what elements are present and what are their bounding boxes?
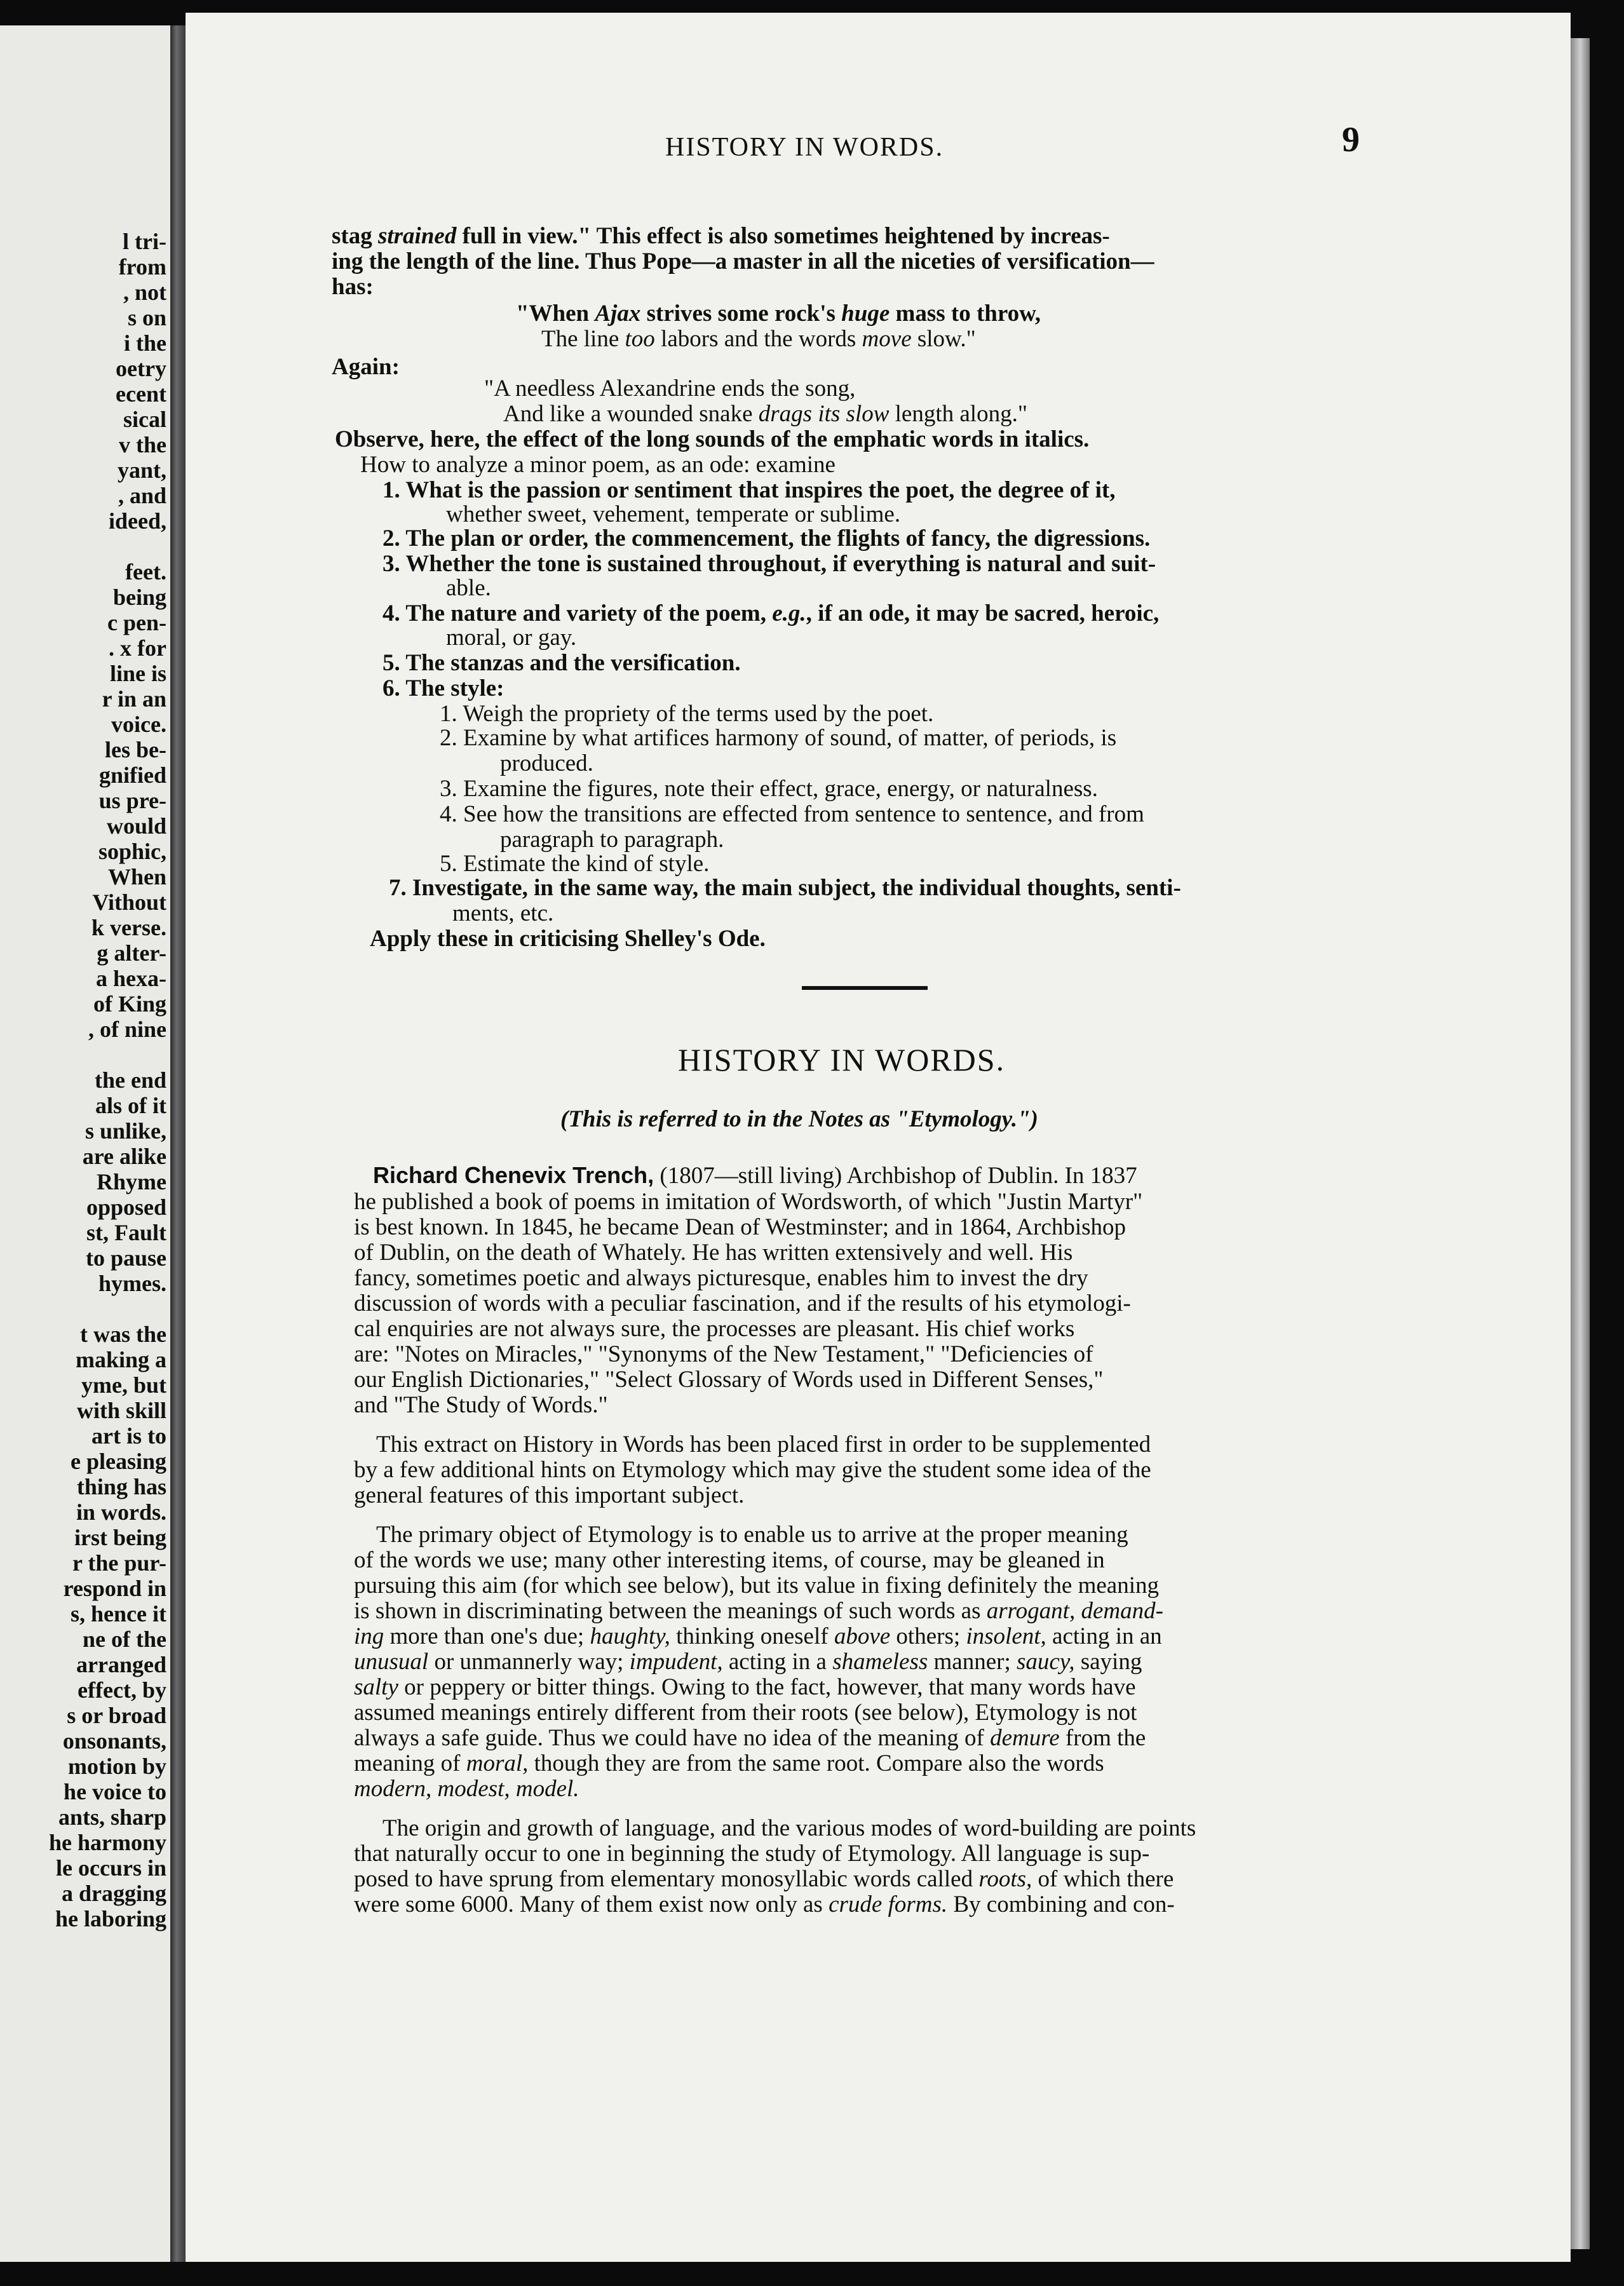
previous-page-line: art is to: [91, 1423, 166, 1449]
text-line: pursuing this aim (for which see below), but its value in fixing definitely the meaning: [354, 1572, 1159, 1599]
page-number: 9: [1342, 120, 1360, 159]
previous-page-line: s or broad: [67, 1703, 166, 1728]
previous-page-line: r the pur-: [72, 1550, 166, 1576]
previous-page-line: , not: [123, 280, 166, 305]
previous-page-line: he voice to: [64, 1779, 166, 1804]
previous-page-line: the end: [94, 1067, 166, 1093]
text-line: fancy, sometimes poetic and always picturesque, enables him to invest the dry: [354, 1265, 1088, 1291]
previous-page-line: s on: [127, 305, 166, 330]
text-line: posed to have sprung from elementary monosyllabic words called roots, of which there: [354, 1866, 1174, 1892]
text-line: This extract on History in Words has been placed first in order to be supplemented: [376, 1431, 1151, 1457]
text-line: Apply these in criticising Shelley's Ode.: [370, 926, 766, 952]
text-line: and "The Study of Words.": [354, 1392, 608, 1418]
text-line: that naturally occur to one in beginning the study of Etymology. All language is sup-: [354, 1841, 1150, 1867]
previous-page-line: voice.: [111, 712, 166, 737]
list-item: whether sweet, vehement, temperate or sublime.: [446, 501, 901, 527]
section-divider: [802, 986, 928, 990]
previous-page-line: les be-: [105, 737, 166, 762]
list-item: moral, or gay.: [446, 625, 577, 651]
text-line: Observe, here, the effect of the long sounds of the emphatic words in italics.: [335, 426, 1090, 452]
quote-line: "A needless Alexandrine ends the song,: [484, 375, 856, 402]
running-title: HISTORY IN WORDS.: [665, 133, 944, 162]
previous-page-line: of King: [93, 991, 166, 1017]
previous-page-line: feet.: [125, 559, 166, 585]
previous-page-line: When: [107, 864, 166, 889]
previous-page-line: being: [112, 585, 166, 610]
previous-page-line: from: [118, 254, 166, 280]
list-item: 1. Weigh the propriety of the terms used by the poet.: [440, 701, 934, 727]
previous-page-line: would: [106, 813, 166, 839]
text-line: assumed meanings entirely different from their roots (see below), Etymology is not: [354, 1700, 1137, 1726]
previous-page-line: irst being: [74, 1525, 166, 1550]
text-line: ing more than one's due; haughty, thinking oneself above others; insolent, acting in an: [354, 1623, 1162, 1649]
list-item: paragraph to paragraph.: [500, 827, 724, 853]
text-line: Richard Chenevix Trench, (1807—still living) Archbishop of Dublin. In 1837: [373, 1162, 1137, 1189]
previous-page-line: yant,: [117, 457, 166, 483]
previous-page-line: s, hence it: [71, 1601, 166, 1627]
previous-page-line: he harmony: [48, 1830, 166, 1855]
text-line: are: "Notes on Miracles," "Synonyms of the New Testament," "Deficiencies of: [354, 1341, 1093, 1367]
previous-page-line: s unlike,: [85, 1118, 166, 1144]
text-line: by a few additional hints on Etymology which may give the student some idea of the: [354, 1457, 1151, 1483]
previous-page-line: ecent: [116, 381, 166, 407]
previous-page-line: ants, sharp: [58, 1804, 166, 1830]
text-line: is best known. In 1845, he became Dean of Westminster; and in 1864, Archbishop: [354, 1214, 1127, 1240]
previous-page-line: effect, by: [78, 1677, 166, 1703]
previous-page-line: sical: [123, 407, 166, 432]
text-line: salty or peppery or bitter things. Owing to the fact, however, that many words have: [354, 1674, 1136, 1700]
previous-page-line: , of nine: [88, 1017, 166, 1042]
previous-page-line: e pleasing: [70, 1449, 166, 1474]
previous-page-line: in words.: [76, 1499, 166, 1525]
previous-page-line: g alter-: [97, 940, 166, 966]
previous-page-line: r in an: [102, 686, 166, 712]
list-item: ments, etc.: [452, 900, 554, 926]
book-gutter: [170, 25, 186, 2262]
list-item: 6. The style:: [382, 675, 504, 701]
text-line: ing the length of the line. Thus Pope—a master in all the niceties of versification—: [332, 248, 1154, 274]
list-item: 3. Examine the figures, note their effect, grace, energy, or naturalness.: [440, 776, 1098, 802]
text-line: is shown in discriminating between the meanings of such words as arrogant, demand-: [354, 1598, 1163, 1624]
text-line: meaning of moral, though they are from the same root. Compare also the words: [354, 1750, 1104, 1776]
text-line: were some 6000. Many of them exist now only as crude forms. By combining and con-: [354, 1891, 1175, 1917]
previous-page-line: line is: [109, 661, 166, 686]
previous-page-line: . x for: [109, 635, 166, 661]
list-item: 5. Estimate the kind of style.: [440, 851, 710, 877]
previous-page-line: hymes.: [98, 1271, 166, 1296]
text-line: our English Dictionaries," "Select Glossary of Words used in Different Senses,": [354, 1367, 1104, 1393]
previous-page-line: motion by: [67, 1754, 166, 1779]
previous-page-line: ne of the: [83, 1627, 166, 1652]
previous-page-line: a hexa-: [96, 966, 166, 991]
previous-page-line: are alike: [82, 1144, 166, 1169]
text-line: has:: [332, 274, 374, 300]
text-line: modern, modest, model.: [354, 1776, 579, 1802]
previous-page-line: sophic,: [98, 839, 166, 864]
text-line: The primary object of Etymology is to enable us to arrive at the proper meaning: [376, 1522, 1128, 1548]
text-line: always a safe guide. Thus we could have no idea of the meaning of demure from the: [354, 1725, 1146, 1751]
list-item: 3. Whether the tone is sustained throughout, if everything is natural and suit-: [382, 551, 1156, 577]
list-item: 2. Examine by what artifices harmony of sound, of matter, of periods, is: [440, 725, 1117, 751]
previous-page-strip: [0, 25, 170, 2262]
quote-line: "When Ajax strives some rock's huge mass to throw,: [516, 301, 1041, 327]
previous-page-line: onsonants,: [62, 1728, 166, 1754]
list-item: produced.: [500, 750, 593, 776]
previous-page-line: with skill: [76, 1398, 166, 1423]
previous-page-line: c pen-: [107, 610, 166, 635]
previous-page-line: opposed: [86, 1194, 166, 1220]
previous-page-line: respond in: [63, 1576, 166, 1601]
text-line: of Dublin, on the death of Whately. He has written extensively and well. His: [354, 1240, 1073, 1266]
list-item: 4. See how the transitions are effected from sentence to sentence, and from: [440, 801, 1144, 827]
list-item: 5. The stanzas and the versification.: [382, 650, 741, 676]
quote-line: The line too labors and the words move slow.": [541, 326, 976, 352]
previous-page-line: Rhyme: [97, 1169, 166, 1194]
section-subtitle: (This is referred to in the Notes as "Etymology."): [560, 1106, 1038, 1132]
text-line: stag strained full in view." This effect is also sometimes heightened by increas-: [332, 223, 1110, 249]
list-item: 7. Investigate, in the same way, the main subject, the individual thoughts, senti-: [389, 875, 1181, 901]
previous-page-line: ideed,: [108, 508, 166, 534]
previous-page-line: t was the: [80, 1322, 166, 1347]
previous-page-line: thing has: [76, 1474, 166, 1499]
list-item: 2. The plan or order, the commencement, the flights of fancy, the digressions.: [382, 525, 1151, 551]
text-line: discussion of words with a peculiar fascination, and if the results of his etymologi-: [354, 1290, 1131, 1316]
previous-page-line: oetry: [116, 356, 166, 381]
text-line: he published a book of poems in imitation of Wordsworth, of which "Justin Martyr": [354, 1189, 1143, 1215]
previous-page-line: l tri-: [123, 229, 166, 254]
previous-page-line: gnified: [98, 762, 166, 788]
previous-page-line: st, Fault: [86, 1220, 166, 1245]
previous-page-line: als of it: [95, 1093, 166, 1118]
previous-page-line: to pause: [85, 1245, 166, 1271]
previous-page-line: , and: [118, 483, 166, 508]
list-item: 1. What is the passion or sentiment that inspires the poet, the degree of it,: [382, 477, 1116, 503]
previous-page-line: k verse.: [91, 915, 166, 940]
previous-page-line: arranged: [76, 1652, 166, 1677]
text-line: of the words we use; many other interesting items, of course, may be gleaned in: [354, 1547, 1105, 1573]
previous-page-line: making a: [75, 1347, 166, 1372]
previous-page-line: he laboring: [55, 1906, 166, 1931]
text-line: Again:: [332, 354, 400, 380]
author-name: Richard Chenevix Trench,: [373, 1162, 654, 1188]
book-page: [186, 13, 1571, 2262]
page-edge: [1571, 38, 1590, 2249]
previous-page-line: Vithout: [92, 889, 166, 915]
previous-page-line: yme, but: [81, 1372, 166, 1398]
previous-page-line: le occurs in: [56, 1855, 166, 1881]
previous-page-line: us pre-: [98, 788, 166, 813]
previous-page-line: i the: [124, 330, 166, 356]
section-title: HISTORY IN WORDS.: [678, 1042, 1006, 1078]
text-line: The origin and growth of language, and the various modes of word-building are points: [382, 1815, 1196, 1841]
previous-page-line: v the: [119, 432, 166, 457]
text-line: How to analyze a minor poem, as an ode: examine: [360, 452, 836, 478]
text-line: unusual or unmannerly way; impudent, acting in a shameless manner; saucy, saying: [354, 1649, 1142, 1675]
list-item: 4. The nature and variety of the poem, e.g., if an ode, it may be sacred, heroic,: [382, 600, 1160, 626]
quote-line: And like a wounded snake drags its slow length along.": [503, 401, 1027, 427]
previous-page-line: a dragging: [61, 1881, 166, 1906]
list-item: able.: [446, 575, 491, 601]
text-line: general features of this important subject.: [354, 1482, 745, 1508]
text-line: cal enquiries are not always sure, the processes are pleasant. His chief works: [354, 1316, 1075, 1342]
